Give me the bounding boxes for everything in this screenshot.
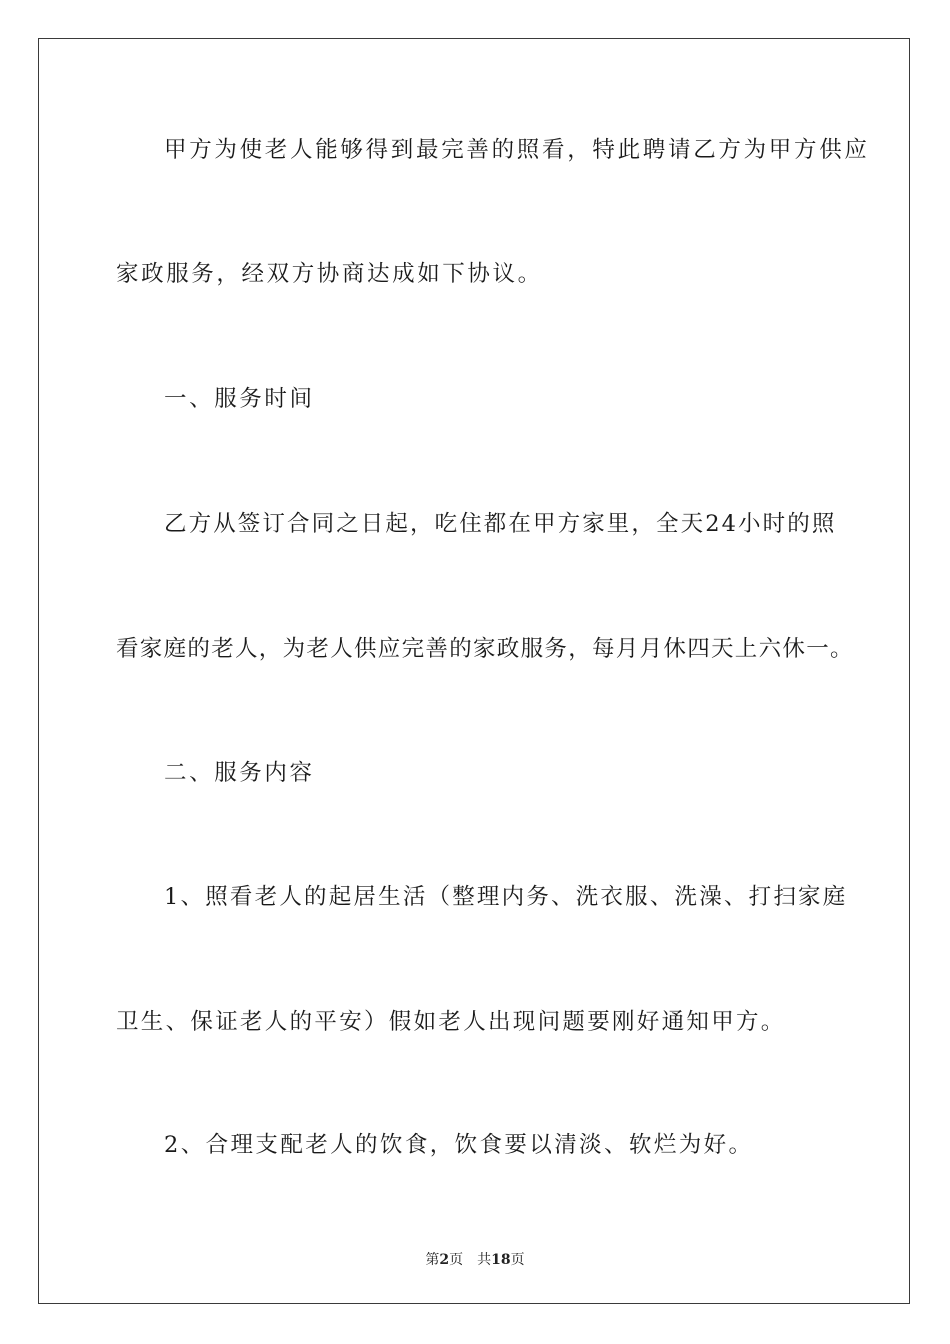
list-item-1-line-1: 1、照看老人的起居生活（整理内务、洗衣服、洗澡、打扫家庭 [164,884,848,910]
page-label-suffix: 页 [449,1252,464,1268]
paragraph-service-time-line-2: 看家庭的老人，为老人供应完善的家政服务，每月月休四天上六休一。 [116,636,854,662]
paragraph-service-time-line-1: 乙方从签订合同之日起，吃住都在甲方家里，全天24小时的照 [164,511,837,537]
page-label-prefix: 第 [425,1252,440,1268]
section-heading-service-content: 二、服务内容 [164,760,315,786]
paragraph-intro-line-1: 甲方为使老人能够得到最完善的照看，特此聘请乙方为甲方供应 [164,137,870,163]
page-footer [0,1249,950,1269]
total-pages: 18 [491,1252,511,1268]
page-number: 2 [439,1252,450,1268]
section-heading-service-time: 一、服务时间 [164,386,315,412]
total-label-prefix: 共 [477,1252,492,1268]
page-border [38,38,910,1304]
list-item-2: 2、合理支配老人的饮食，饮食要以清淡、软烂为好。 [164,1132,754,1158]
paragraph-intro-line-2: 家政服务，经双方协商达成如下协议。 [116,261,543,287]
total-label-suffix: 页 [510,1252,525,1268]
list-item-1-line-2: 卫生、保证老人的平安）假如老人出现问题要刚好通知甲方。 [116,1009,786,1035]
